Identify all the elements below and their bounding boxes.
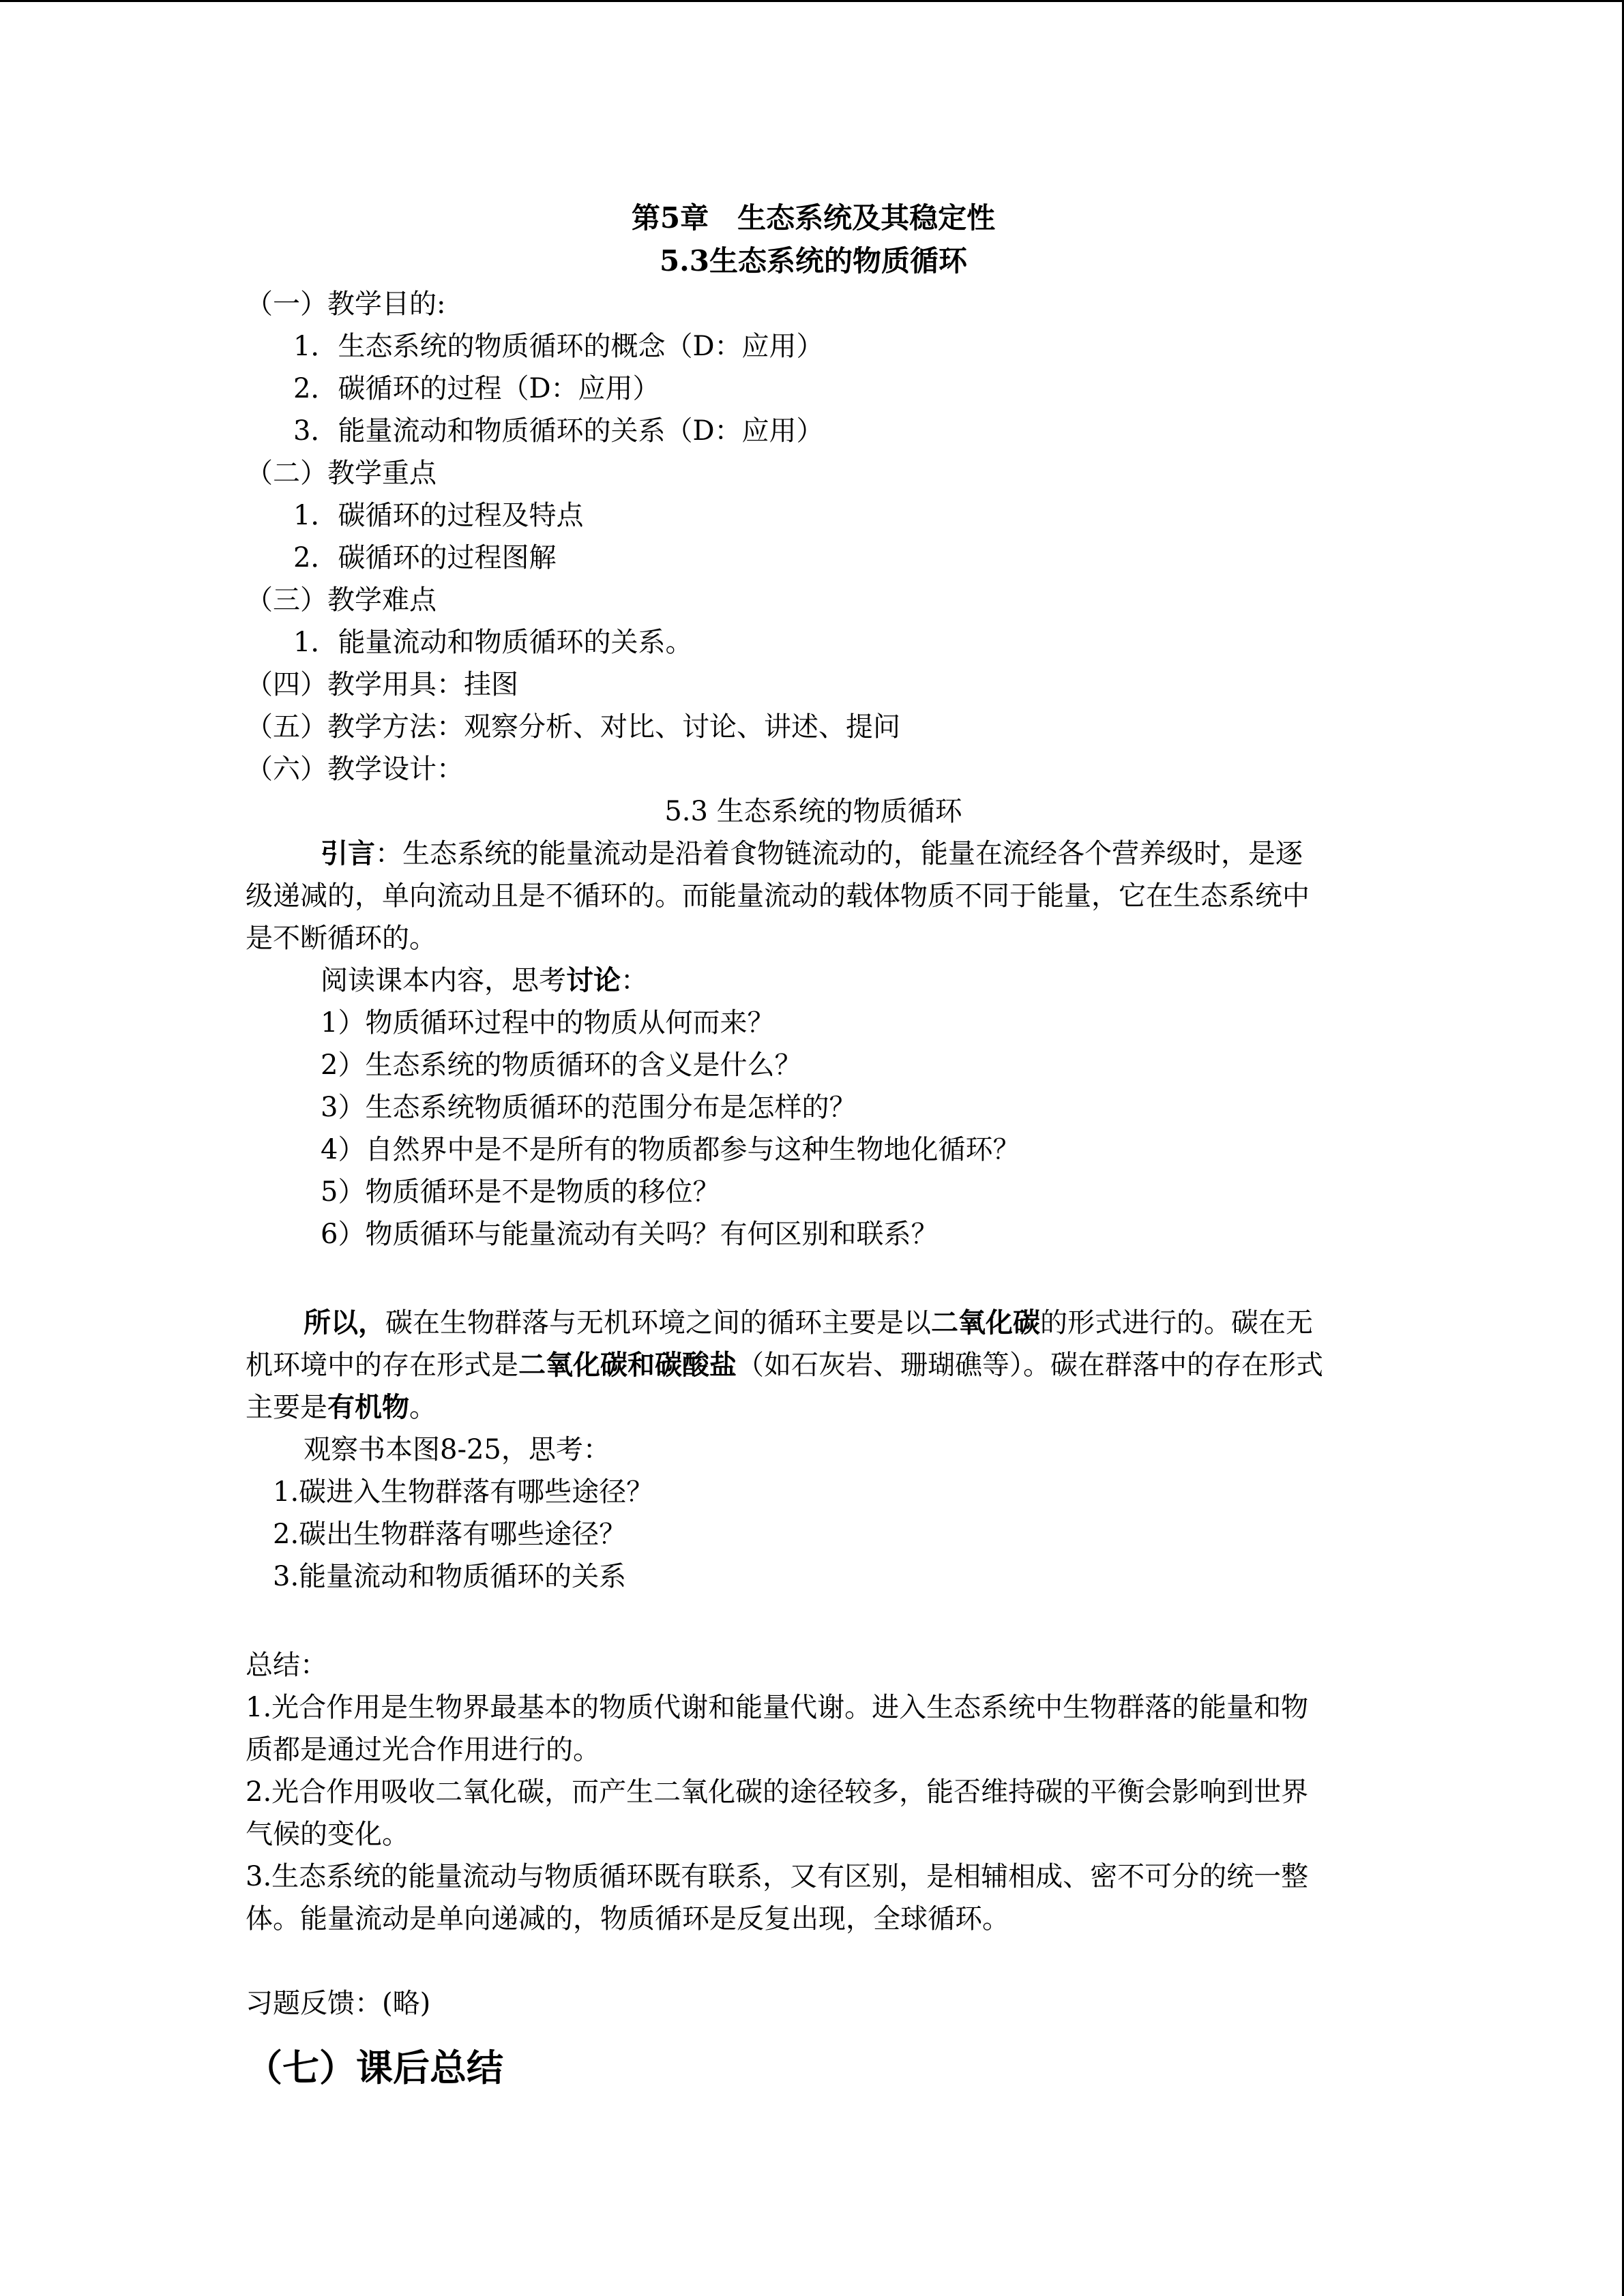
discussion-question: 2）生态系统的物质循环的含义是什么？ [321, 1049, 802, 1081]
objective-item: 1．生态系统的物质循环的概念（D：应用） [293, 331, 824, 362]
intro-label: 引言 [321, 838, 375, 869]
observe-item: 3.能量流动和物质循环的关系 [273, 1561, 627, 1592]
summary-line: 1.光合作用是生物界最基本的物质代谢和能量代谢。进入生态系统中生物群落的能量和物 [246, 1692, 1309, 1723]
discussion-question: 5）物质循环是不是物质的移位？ [321, 1176, 720, 1208]
key-points-heading: （二）教学重点 [246, 458, 437, 489]
summary-heading: 总结： [246, 1650, 327, 1681]
conclusion-line: 主要是有机物。 [246, 1392, 437, 1423]
intro-line: 引言：生态系统的能量流动是沿着食物链流动的，能量在流经各个营养级时，是逐 [321, 838, 1303, 869]
design-heading: （六）教学设计： [246, 754, 464, 785]
intro-line: 级递减的，单向流动且是不循环的。而能量流动的载体物质不同于能量，它在生态系统中 [246, 880, 1310, 912]
discussion-prompt: 阅读课本内容，思考讨论： [321, 965, 648, 996]
exercise-feedback: 习题反馈：(略) [246, 1988, 431, 2019]
conclusion-line: 机环境中的存在形式是二氧化碳和碳酸盐（如石灰岩、珊瑚礁等）。碳在群落中的存在形式 [246, 1350, 1323, 1381]
conclusion-line: 所以，碳在生物群落与无机环境之间的循环主要是以二氧化碳的形式进行的。碳在无 [304, 1307, 1313, 1339]
observe-heading: 观察书本图8-25，思考： [304, 1434, 610, 1465]
observe-item: 1.碳进入生物群落有哪些途径？ [273, 1476, 654, 1508]
discussion-question: 1）物质循环过程中的物质从何而来？ [321, 1007, 775, 1039]
key-point-item: 2．碳循环的过程图解 [293, 542, 557, 573]
teaching-tools: （四）教学用具：挂图 [246, 669, 518, 700]
summary-line: 2.光合作用吸收二氧化碳，而产生二氧化碳的途径较多，能否维持碳的平衡会影响到世界 [246, 1776, 1309, 1808]
discussion-question: 4）自然界中是不是所有的物质都参与这种生物地化循环？ [321, 1134, 1020, 1165]
after-class-heading: （七）课后总结 [246, 2046, 503, 2089]
summary-line: 体。能量流动是单向递减的，物质循环是反复出现，全球循环。 [246, 1903, 1009, 1935]
discussion-question: 3）生态系统物质循环的范围分布是怎样的？ [321, 1092, 857, 1123]
summary-line: 质都是通过光合作用进行的。 [246, 1734, 600, 1765]
difficulties-heading: （三）教学难点 [246, 584, 437, 616]
objective-item: 2．碳循环的过程（D：应用） [293, 373, 660, 404]
page-border-top [0, 0, 1624, 2]
teaching-methods: （五）教学方法：观察分析、对比、讨论、讲述、提问 [246, 711, 900, 743]
difficulty-item: 1．能量流动和物质循环的关系。 [293, 627, 693, 658]
section-title: 5.3生态系统的物质循环 [659, 244, 968, 278]
chapter-title: 第5章 生态系统及其稳定性 [631, 201, 996, 235]
design-subtitle: 5.3 生态系统的物质循环 [664, 796, 962, 827]
summary-line: 3.生态系统的能量流动与物质循环既有联系，又有区别，是相辅相成、密不可分的统一整 [246, 1861, 1309, 1892]
objectives-heading: （一）教学目的: [246, 288, 446, 320]
summary-line: 气候的变化。 [246, 1819, 409, 1850]
intro-line: 是不断循环的。 [246, 923, 437, 954]
objective-item: 3．能量流动和物质循环的关系（D：应用） [293, 415, 824, 447]
discussion-question: 6）物质循环与能量流动有关吗？有何区别和联系？ [321, 1219, 939, 1250]
key-point-item: 1．碳循环的过程及特点 [293, 500, 584, 531]
observe-item: 2.碳出生物群落有哪些途径？ [273, 1519, 627, 1550]
